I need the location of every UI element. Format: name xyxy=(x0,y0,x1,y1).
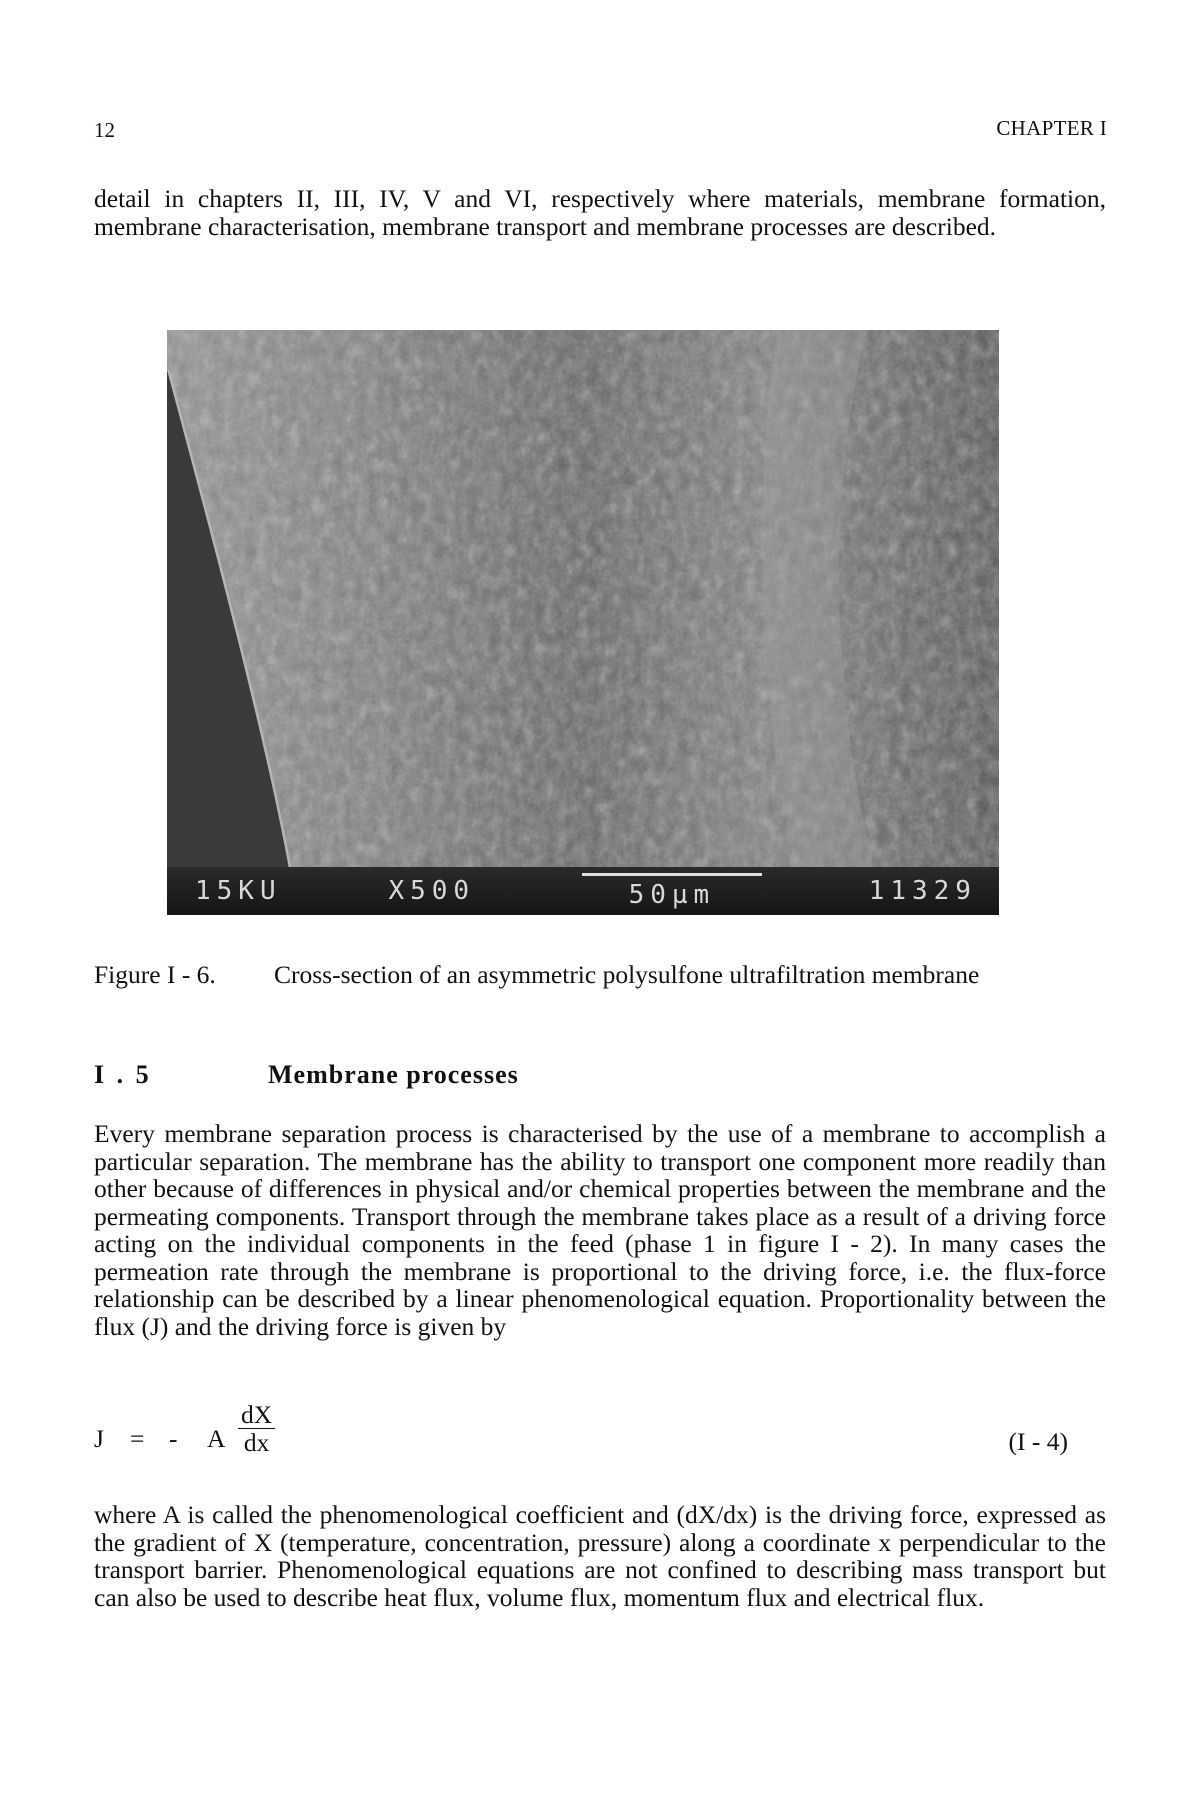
micrograph-figure xyxy=(167,330,999,915)
body-paragraph-1: Every membrane separation process is characterised by the use of a membrane to accomplish a particular separation. The membrane has the ability to transport one component more readily than other because of differences in physical and/or chemical properties between the membrane and the permeating components. Transport through the membrane takes place as a result of a driving force acting on the individual components in the feed (phase 1 in figure I - 2). In many cases the permeation rate through the membrane is proportional to the driving force, i.e. the flux-force relationship can be described by a linear phenomenological equation. Proportionality between the flux (J) and the driving force is given by xyxy=(94,1119,1106,1341)
section-heading xyxy=(94,1060,519,1090)
page-number: 12 xyxy=(94,118,115,142)
micrograph-magnification: X500 xyxy=(388,876,476,906)
equation-fraction xyxy=(238,1402,275,1457)
body-paragraph-2: where A is called the phenomenological coefficient and (dX/dx) is the driving force, expressed as the gradient of X (temperature, concentration, pressure) along a coordinate x perpendicular to the transport barrier. Phenomenological equations are not confined to describing mass transport but can also be used to describe heat flux, volume flux, momentum flux and electrical flux. xyxy=(94,1500,1106,1612)
equation-equals: = xyxy=(130,1424,145,1453)
intro-paragraph: detail in chapters II, III, IV, V and VI, respectively where materials, membrane formation, membrane characterisation, membrane transport and membrane processes are described. xyxy=(94,184,1106,241)
equation-block xyxy=(94,1400,1106,1470)
micrograph-scale-bar xyxy=(582,873,762,910)
scale-line xyxy=(582,873,762,876)
equation-minus: - xyxy=(169,1424,178,1453)
micrograph-data-bar xyxy=(167,867,999,915)
equation-numerator: dX xyxy=(238,1402,275,1429)
caption-text: Cross-section of an asymmetric polysulfone ultrafiltration membrane xyxy=(274,960,980,989)
running-head: CHAPTER I xyxy=(996,116,1107,140)
caption-label: Figure I - 6. xyxy=(94,960,216,989)
micrograph-voltage: 15KU xyxy=(195,876,282,906)
equation-lhs: J xyxy=(94,1424,104,1453)
micrograph-scale-label: 50µm xyxy=(628,879,716,910)
figure-caption xyxy=(94,960,979,990)
equation-coefficient: A xyxy=(207,1424,226,1453)
micrograph-image-code: 11329 xyxy=(868,876,977,906)
section-title: Membrane processes xyxy=(268,1060,519,1089)
section-number: I . 5 xyxy=(94,1060,152,1089)
membrane-micrograph-image xyxy=(167,330,999,915)
equation-denominator: dx xyxy=(243,1428,270,1457)
equation-number: (I - 4) xyxy=(1008,1427,1068,1456)
